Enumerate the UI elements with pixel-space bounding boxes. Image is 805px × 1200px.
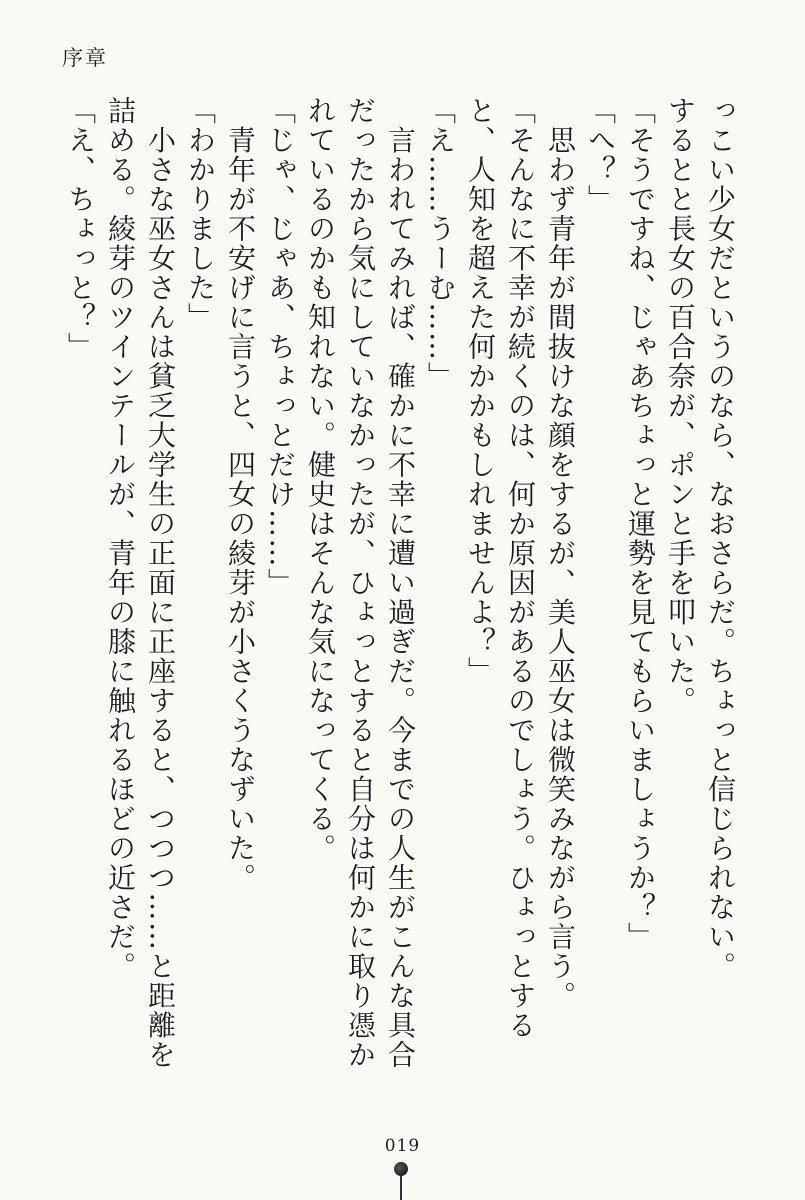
body-text <box>58 96 740 1096</box>
paragraph: 「じゃ、じゃあ、ちょっとだけ……」 <box>264 96 297 598</box>
paragraph: 「え、ちょっと？」 <box>64 96 97 362</box>
bookmark-string <box>400 1176 402 1200</box>
paragraph: 「そうですね、じゃあちょっと運勢を見てもらいましょうか？」 <box>624 96 657 952</box>
paragraph: 「そんなに不幸が続くのは、何か原因があるのでしょう。ひょっとすると、人知を超えた何かかもしれませんよ？」 <box>464 96 537 1040</box>
paragraph: 小さな巫女さんは貧乏大学生の正面に正座すると、つつつ……と距離を詰める。綾芽のツインテールが、青年の膝に触れるほどの近さだ。 <box>104 96 177 1070</box>
page-number: 019 <box>384 1136 421 1156</box>
paragraph: 「え……うーむ……」 <box>424 96 457 391</box>
paragraph: 思わず青年が間抜けな顔をするが、美人巫女は微笑みながら言う。 <box>544 96 577 1011</box>
paragraph: 「へ？」 <box>584 96 617 214</box>
paragraph: 「わかりました」 <box>184 96 217 332</box>
paragraph: っこい少女だというのなら、なおさらだ。ちょっと信じられない。 <box>704 96 737 981</box>
paragraph: 言われてみれば、確かに不幸に遭い過ぎだ。今までの人生がこんな具合だったから気にしていなかったが、ひょっとすると自分は何かに取り憑かれているのかも知れない。健史はそんな気になってくる。 <box>304 96 417 1070</box>
chapter-title: 序章 <box>62 46 108 70</box>
bookmark-dot <box>394 1162 408 1176</box>
paragraph: するとと長女の百合奈が、ポンと手を叩いた。 <box>664 96 697 716</box>
paragraph: 青年が不安げに言うと、四女の綾芽が小さくうなずいた。 <box>224 96 257 893</box>
bookmark-ribbon-icon <box>394 1162 408 1200</box>
